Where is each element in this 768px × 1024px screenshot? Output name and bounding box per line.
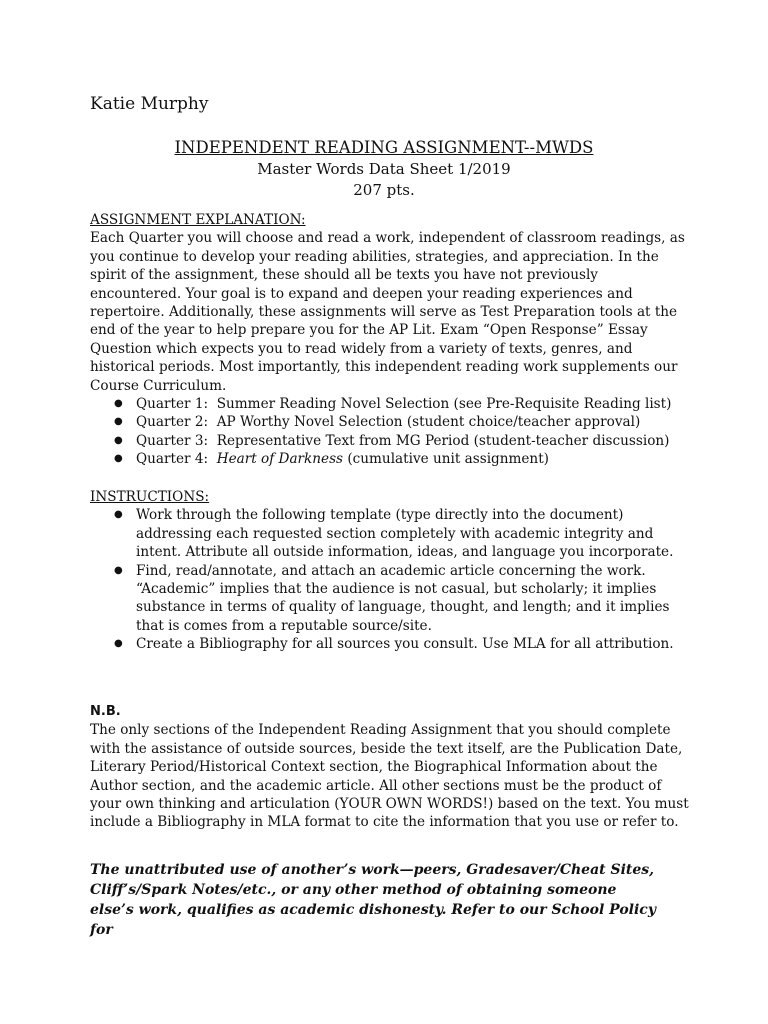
quarter-label: Quarter 4:: [136, 451, 209, 468]
quarter-label: Quarter 3:: [136, 432, 209, 449]
bullet-icon: ●: [114, 638, 123, 650]
instruction-text: Work through the following template (type directly into the document) addressing each requested section completely with academic integrity and intent. Attribute all outside information, ideas, and language you incorporate.: [136, 507, 674, 561]
quarter-text: AP Worthy Novel Selection (student choice/teacher approval): [216, 414, 641, 431]
student-name: Katie Murphy: [90, 94, 209, 114]
list-item: [90, 506, 690, 561]
quarter-text: Representative Text from MG Period (student-teacher discussion): [216, 432, 670, 449]
nb-section: [90, 703, 690, 832]
nb-body: The only sections of the Independent Reading Assignment that you should complete with the assistance of outside sources, beside the text itself, are the Publication Date, Literary Period/Historical Context section, the Biographical Information about the Author section, and the academic article. All other sections must be the product of your own thinking and articulation (YOUR OWN WORDS!) based on the text. You must include a Bibliography in MLA format to cite the information that you use or refer to.: [90, 722, 689, 831]
bullet-icon: ●: [114, 416, 123, 428]
academic-dishonesty-warning: The unattributed use of another’s work—peers, Gradesaver/Cheat Sites, Cliff’s/Spark Notes/etc., or any other method of obtaining someone else’s work, qualifies as academic dishonesty. Refer to our School Policy for: [90, 862, 656, 938]
instruction-text: Find, read/annotate, and attach an academic article concerning the work. “Academic” implies that the audience is not casual, but scholarly; it implies substance in terms of quality of language, thought, and length; and it implies that is comes from a reputable source/site.: [136, 562, 670, 634]
quarter-label: Quarter 2:: [136, 414, 209, 431]
assignment-subtitle: Master Words Data Sheet 1/2019: [257, 160, 511, 178]
bullet-icon: ●: [114, 434, 123, 446]
bullet-icon: ●: [114, 453, 123, 465]
explanation-section: [90, 211, 690, 469]
quarter-list: [90, 395, 690, 469]
assignment-title: INDEPENDENT READING ASSIGNMENT--MWDS: [174, 138, 594, 157]
instructions-heading: INSTRUCTIONS:: [90, 489, 210, 505]
list-item: [90, 635, 690, 653]
quarter-text: Summer Reading Novel Selection (see Pre-Requisite Reading list): [216, 396, 672, 413]
quarter-text: (cumulative unit assignment): [347, 451, 549, 468]
explanation-body: Each Quarter you will choose and read a work, independent of classroom readings, as you continue to develop your reading abilities, strategies, and appreciation. In the spirit of the assignment, these should all be texts you have not previously encountered. Your goal is to expand and deepen your reading experiences and repertoire. Additionally, these assignments will serve as Test Preparation tools at the end of the year to help prepare you for the AP Lit. Exam “Open Response” Essay Question which expects you to read widely from a variety of texts, genres, and historical periods. Most importantly, this independent reading work supplements our Course Curriculum.: [90, 230, 685, 394]
nb-heading: N.B.: [90, 704, 121, 719]
bullet-icon: ●: [114, 398, 123, 410]
list-item: [90, 432, 690, 450]
explanation-heading: ASSIGNMENT EXPLANATION:: [90, 212, 306, 228]
list-item: [90, 450, 690, 468]
list-item: [90, 395, 690, 413]
instructions-section: [90, 488, 690, 654]
list-item: [90, 562, 690, 636]
list-item: [90, 413, 690, 431]
quarter-title-italic: Heart of Darkness: [216, 451, 344, 468]
bullet-icon: ●: [114, 509, 123, 521]
instruction-text: Create a Bibliography for all sources you consult. Use MLA for all attribution.: [136, 636, 674, 653]
assignment-points: 207 pts.: [353, 181, 415, 199]
quarter-label: Quarter 1:: [136, 396, 209, 413]
instructions-list: [90, 506, 690, 653]
bullet-icon: ●: [114, 564, 123, 576]
